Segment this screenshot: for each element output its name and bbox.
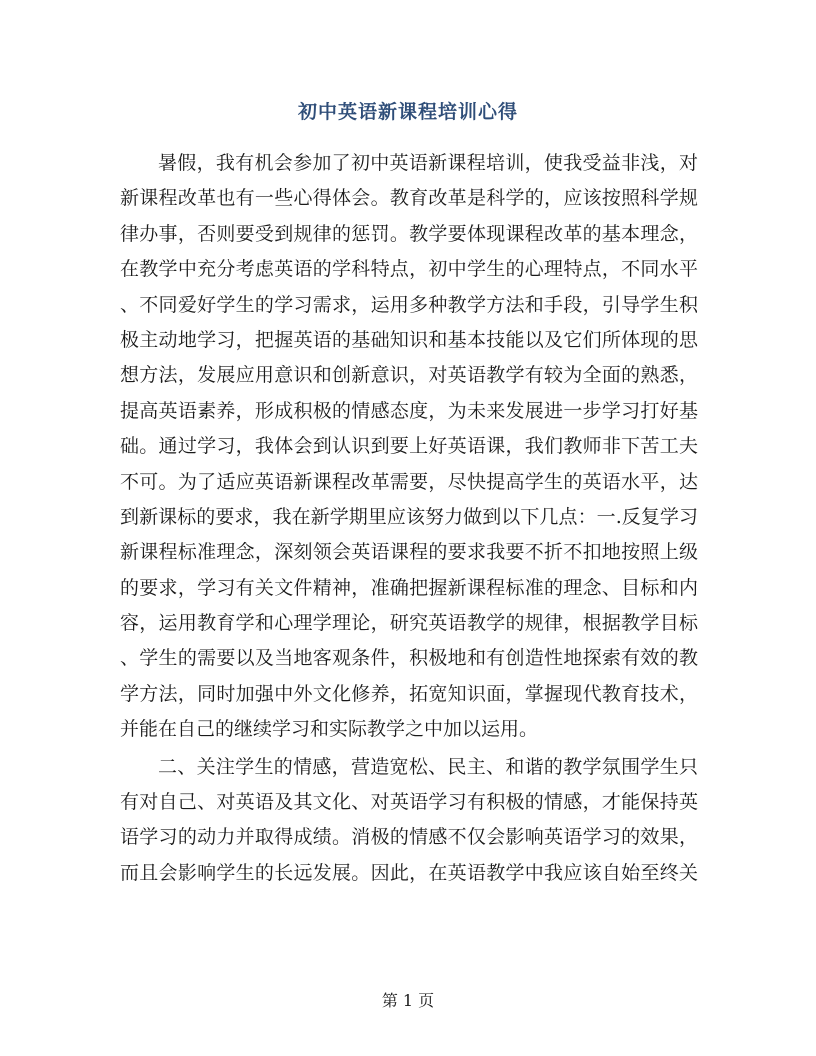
text-line: 律办事，否则要受到规律的惩罚。教学要体现课程改革的基本理念， — [120, 222, 698, 245]
page-number: 第 1 页 — [381, 991, 435, 1010]
text-line: 到新课标的要求，我在新学期里应该努力做到以下几点：一.反复学习 — [120, 505, 698, 528]
paragraph-2 — [120, 750, 698, 892]
document-body — [120, 146, 698, 891]
text-line: 在教学中充分考虑英语的学科特点，初中学生的心理特点，不同水平 — [120, 258, 698, 281]
text-line: 新课程改革也有一些心得体会。教育改革是科学的，应该按照科学规 — [120, 187, 698, 210]
text-line: 、学生的需要以及当地客观条件，积极地和有创造性地探索有效的教 — [120, 647, 698, 670]
text-line: 、不同爱好学生的学习需求，运用多种教学方法和手段，引导学生积 — [120, 293, 698, 316]
paragraph-1 — [120, 146, 698, 748]
text-line: 并能在自己的继续学习和实际教学之中加以运用。 — [120, 718, 539, 741]
text-line: 不可。为了适应英语新课程改革需要，尽快提高学生的英语水平，达 — [120, 470, 698, 493]
text-line: 新课程标准理念，深刻领会英语课程的要求我要不折不扣地按照上级 — [120, 541, 698, 564]
text-line: 础。通过学习，我体会到认识到要上好英语课，我们教师非下苦工夫 — [120, 435, 698, 458]
text-line: 想方法，发展应用意识和创新意识，对英语教学有较为全面的熟悉， — [120, 364, 698, 387]
document-title: 初中英语新课程培训心得 — [297, 101, 518, 123]
text-line: 提高英语素养，形成积极的情感态度，为未来发展进一步学习打好基 — [120, 399, 698, 422]
text-line: 极主动地学习，把握英语的基础知识和基本技能以及它们所体现的思 — [120, 328, 698, 351]
text-line: 二、关注学生的情感，营造宽松、民主、和谐的教学氛围学生只 — [158, 755, 698, 778]
text-line: 学方法，同时加强中外文化修养，拓宽知识面，掌握现代教育技术， — [120, 682, 698, 705]
text-line: 有对自己、对英语及其文化、对英语学习有积极的情感，才能保持英 — [120, 791, 698, 814]
text-line: 容，运用教育学和心理学理论，研究英语教学的规律，根据教学目标 — [120, 612, 698, 635]
text-line: 的要求，学习有关文件精神，准确把握新课程标准的理念、目标和内 — [120, 576, 698, 599]
text-line: 而且会影响学生的长远发展。因此，在英语教学中我应该自始至终关 — [120, 861, 698, 884]
text-line: 语学习的动力并取得成绩。消极的情感不仅会影响英语学习的效果， — [120, 826, 698, 849]
text-line: 暑假，我有机会参加了初中英语新课程培训，使我受益非浅，对 — [158, 152, 698, 174]
